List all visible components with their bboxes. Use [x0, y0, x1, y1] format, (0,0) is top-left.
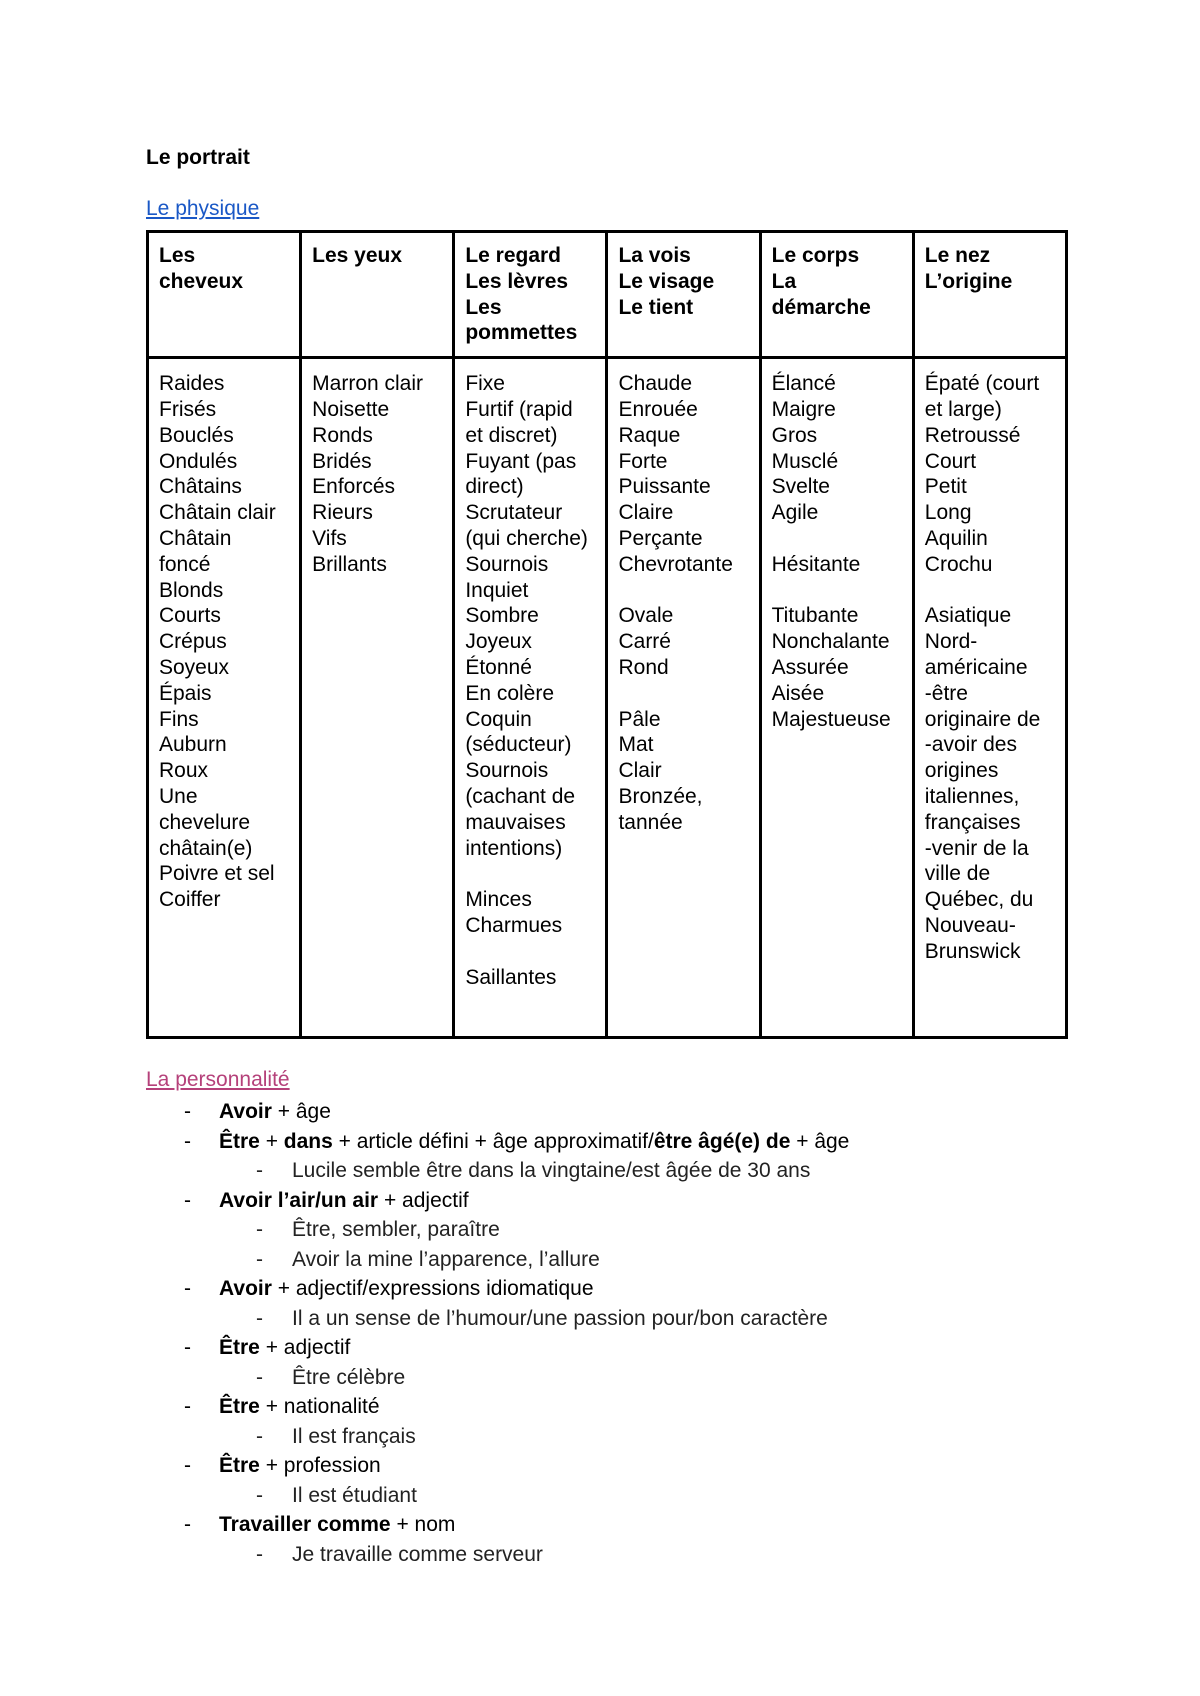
cell-regard: Fixe Furtif (rapid et discret) Fuyant (pas direct) Scrutateur (qui cherche) Sournois Inquiet Sombre Joyeux Étonné En colère Coquin (séducteur) Sournois (cachant de mauvaises intentions) Minces Charmues Saillantes	[454, 358, 607, 1038]
list-item: - Il a un sense de l’humour/une passion pour/bon caractère	[146, 1304, 1066, 1334]
list-item: - Être + nationalité	[146, 1392, 1066, 1422]
list-item: - Être célèbre	[146, 1363, 1066, 1393]
list-item: - Être + profession	[146, 1451, 1066, 1481]
list-item: - Avoir la mine l’apparence, l’allure	[146, 1245, 1066, 1275]
document-title: Le portrait	[146, 146, 250, 169]
header-nez: Le nez L’origine	[913, 232, 1066, 358]
table-header-row	[148, 232, 1067, 358]
list-item: - Il est français	[146, 1422, 1066, 1452]
cell-nez: Épaté (court et large) Retroussé Court Petit Long Aquilin Crochu Asiatique Nord- américaine -être originaire de -avoir des origines italiennes, françaises -venir de la ville de Québec, du Nouveau- Brunswick	[913, 358, 1066, 1038]
list-item: - Travailler comme + nom	[146, 1510, 1066, 1540]
physique-table	[146, 230, 1068, 1039]
list-item: - Je travaille comme serveur	[146, 1540, 1066, 1570]
header-yeux: Les yeux	[301, 232, 454, 358]
list-item: - Avoir l’air/un air + adjectif	[146, 1186, 1066, 1216]
header-voix: La vois Le visage Le tient	[607, 232, 760, 358]
list-item: - Il est étudiant	[146, 1481, 1066, 1511]
cell-voix: Chaude Enrouée Raque Forte Puissante Claire Perçante Chevrotante Ovale Carré Rond Pâle Mat Clair Bronzée, tannée	[607, 358, 760, 1038]
list-item: - Avoir + adjectif/expressions idiomatique	[146, 1274, 1066, 1304]
cell-corps: Élancé Maigre Gros Musclé Svelte Agile Hésitante Titubante Nonchalante Assurée Aisée Majestueuse	[760, 358, 913, 1038]
table-body-row	[148, 358, 1067, 1038]
document-page	[146, 144, 1066, 1569]
list-item: - Être + adjectif	[146, 1333, 1066, 1363]
header-corps: Le corps La démarche	[760, 232, 913, 358]
list-item: - Être, sembler, paraître	[146, 1215, 1066, 1245]
list-item: - Lucile semble être dans la vingtaine/est âgée de 30 ans	[146, 1156, 1066, 1186]
header-regard: Le regard Les lèvres Les pommettes	[454, 232, 607, 358]
section-heading-personnalite[interactable]: La personnalité	[146, 1068, 290, 1092]
header-cheveux: Les cheveux	[148, 232, 301, 358]
personnalite-list	[146, 1097, 1066, 1569]
section-heading-physique[interactable]: Le physique	[146, 197, 260, 220]
list-item: - Être + dans + article défini + âge approximatif/être âgé(e) de + âge	[146, 1127, 1066, 1157]
list-item: - Avoir + âge	[146, 1097, 1066, 1127]
cell-cheveux: Raides Frisés Bouclés Ondulés Châtains Châtain clair Châtain foncé Blonds Courts Crépus Soyeux Épais Fins Auburn Roux Une chevelure châtain(e) Poivre et sel Coiffer	[148, 358, 301, 1038]
cell-yeux: Marron clair Noisette Ronds Bridés Enforcés Rieurs Vifs Brillants	[301, 358, 454, 1038]
